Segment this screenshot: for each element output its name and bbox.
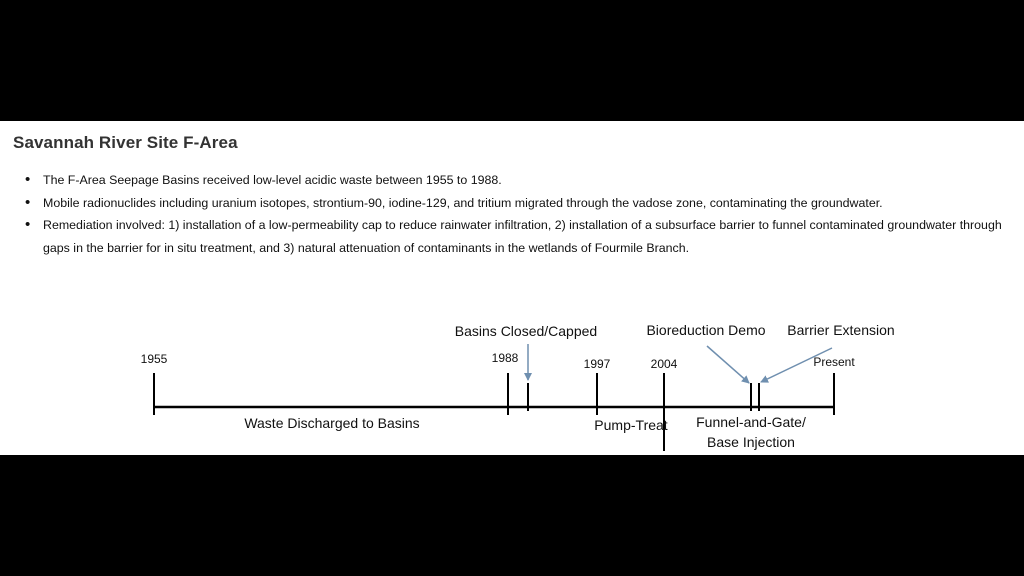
year-label-1997: 1997 (583, 357, 611, 371)
event-bioreduction-label: Bioreduction Demo (646, 322, 766, 338)
period-funnel-label-line2: Base Injection (707, 434, 795, 450)
timeline-diagram (0, 121, 1024, 455)
year-label-1955: 1955 (140, 352, 168, 366)
bullet-item: • Mobile radionuclides including uranium isotopes, strontium-90, iodine-129, and tritium migrated through the vadose zone, contaminating the groundwater. (25, 192, 1020, 215)
year-label-1988: 1988 (491, 351, 519, 365)
period-pump-treat-label: Pump-Treat (594, 417, 668, 433)
period-waste-label: Waste Discharged to Basins (244, 415, 420, 431)
bullet-item: • Remediation involved: 1) installation of a low-permeability cap to reduce rainwater infiltration, 2) installation of a subsurface barrier to funnel contaminated groundwater through gaps in the barrier for in situ treatment, and 3) natural attenuation of contaminants in the wetlands of Fourmile Branch. (25, 214, 1020, 259)
event-barrier-extension-label: Barrier Extension (787, 322, 895, 338)
bioreduction-arrow (707, 346, 749, 383)
year-label-2004: 2004 (650, 357, 678, 371)
period-funnel-label-line1: Funnel-and-Gate/ (696, 414, 806, 430)
slide (0, 121, 1024, 455)
slide-title: Savannah River Site F-Area (13, 133, 238, 152)
bullet-item: • The F-Area Seepage Basins received low-level acidic waste between 1955 to 1988. (25, 169, 1020, 192)
year-label-present: Present (813, 355, 855, 369)
event-basins-closed-label: Basins Closed/Capped (454, 323, 598, 339)
